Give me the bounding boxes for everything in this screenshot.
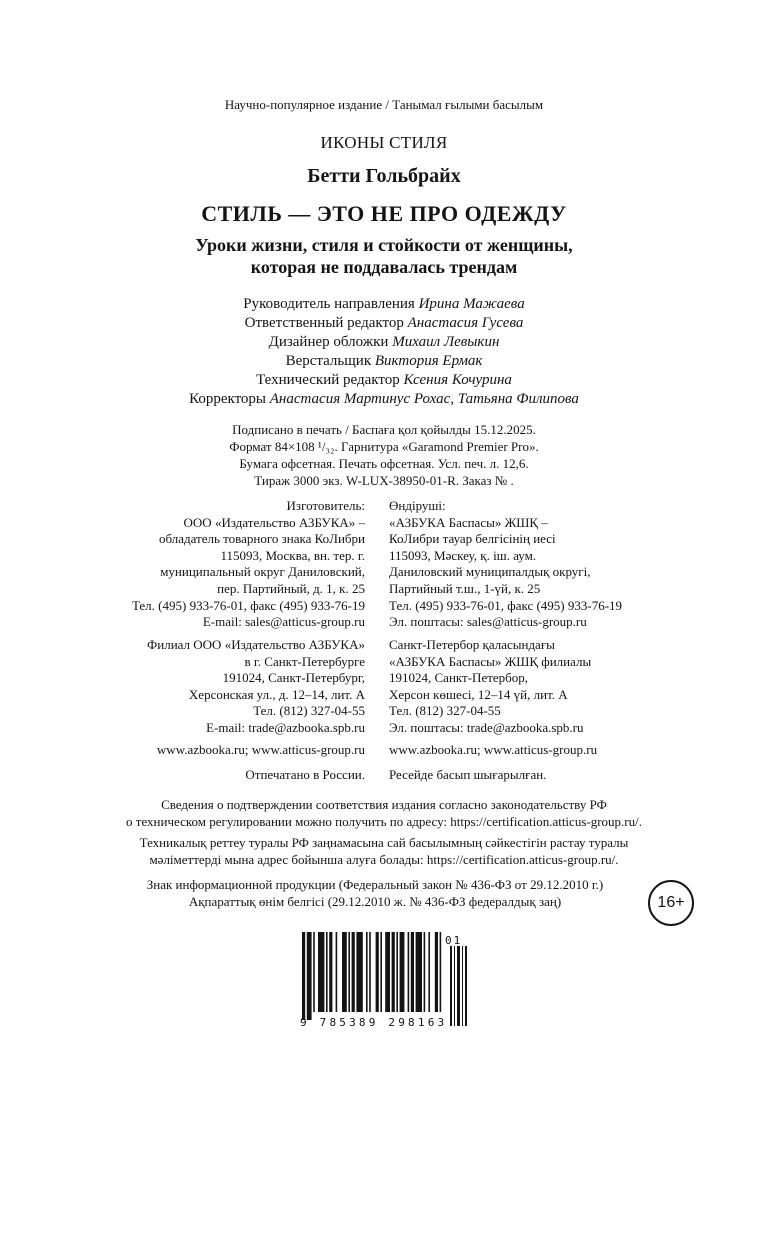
certification-kz [0,834,768,868]
address-line: Тел. (812) 327-04-55 [389,703,501,719]
address-line: Херсонская ул., д. 12–14, лит. А [188,686,365,702]
info-mark [0,876,750,910]
info-mark-ru: Знак информационной продукции (Федеральный закон № 436-ФЗ от 29.12.2010 г.) [146,877,604,892]
cert-line: Техникалық реттеу туралы РФ заңнамасына сай басылымның сәйкестігін растау туралы [139,835,629,850]
print-info [0,421,768,489]
cert-line: мәліметтерді мына адрес бойынша алуға болады: https://certification.atticus-group.ru/. [149,852,619,867]
websites-ru: www.azbooka.ru; www.atticus-group.ru [156,742,365,757]
email-line: E-mail: sales@atticus-group.ru [202,614,365,630]
address-line: 191024, Санкт-Петербург, [222,670,365,686]
credit-line: Технический редактор Ксения Кочурина [256,372,512,388]
address-line: в г. Санкт-Петербурге [244,653,365,669]
address-line: Тел. (812) 327-04-55 [253,703,365,719]
address-line: Филиал ООО «Издательство АЗБУКА» [146,637,365,652]
address-line: муниципальный округ Даниловский, [160,564,365,580]
credits-block [0,295,768,409]
address-line: Херсон көшесі, 12–14 үй, лит. А [389,686,568,702]
credit-line: Дизайнер обложки Михаил Левыкин [268,334,500,350]
certification-ru [0,796,768,830]
address-line: «АЗБУКА Баспасы» ЖШҚ филиалы [389,653,592,669]
address-line: 115093, Москва, вн. тер. г. [220,547,365,563]
barcode-addon: 01 [445,934,463,947]
print-line: Подписано в печать / Баспаға қол қойылды 15.12.2025. [232,422,536,437]
address-line: Тел. (495) 933-76-01, факс (495) 933-76-19 [389,597,623,613]
age-rating-badge: 16+ [648,880,694,926]
email-line: Эл. поштасы: trade@azbooka.spb.ru [389,719,584,735]
manufacturer-ru [0,498,365,631]
address-line: КоЛибри тауар белгісінің иесі [389,531,556,547]
address-line: Санкт-Петербор қаласындағы [389,637,555,652]
email-line: E-mail: trade@azbooka.spb.ru [206,719,365,735]
credit-line: Верстальщик Виктория Ермак [285,353,483,369]
address-line: пер. Партийный, д. 1, к. 25 [217,580,365,596]
branch-ru [0,637,365,737]
address-line: обладатель товарного знака КоЛибри [158,531,365,547]
manufacturer-kz-heading: Өндіруші: [389,498,446,513]
manufacturer-ru-heading: Изготовитель: [286,498,365,513]
print-line: Формат 84×108 ¹/₃₂. Гарнитура «Garamond Premier Pro». [229,439,539,454]
manufacturer-kz [389,498,719,631]
subtitle-line-1: Уроки жизни, стиля и стойкости от женщины, [195,235,573,255]
cert-line: Сведения о подтверждении соответствия издания согласно законодательству РФ [161,797,607,812]
branch-kz [389,637,719,737]
book-subtitle [0,234,768,278]
printed-in-ru: Отпечатано в России. [245,767,365,782]
info-mark-kz: Ақпараттық өнім белгісі (29.12.2010 ж. № 436-ФЗ федералдық заң) [188,894,562,909]
author-name: Бетти Гольбрайх [307,165,461,187]
address-line: Тел. (495) 933-76-01, факс (495) 933-76-19 [131,597,365,613]
address-line: 115093, Мәскеу, қ. іш. аум. [389,547,537,563]
credit-line: Ответственный редактор Анастасия Гусева [244,315,524,331]
print-line: Тираж 3000 экз. W-LUX-38950-01-R. Заказ № . [254,473,514,488]
print-line: Бумага офсетная. Печать офсетная. Усл. печ. л. 12,6. [239,456,529,471]
credit-line: Руководитель направления Ирина Мажаева [243,296,525,312]
subtitle-line-2: которая не поддавалась трендам [250,257,518,277]
address-line: 191024, Санкт-Петербор, [389,670,529,686]
barcode-digits: 9 785389 298163 [300,1016,448,1029]
websites-kz: www.azbooka.ru; www.atticus-group.ru [389,742,598,757]
address-line: ООО «Издательство АЗБУКА» – [183,514,365,530]
email-line: Эл. поштасы: sales@atticus-group.ru [389,614,587,630]
edition-type: Научно-популярное издание / Танымал ғылыми басылым [224,97,544,112]
series-name: ИКОНЫ СТИЛЯ [320,133,448,152]
address-line: «АЗБУКА Баспасы» ЖШҚ – [389,514,548,530]
cert-line: о техническом регулировании можно получить по адресу: https://certification.atticus-group.ru/. [126,814,642,829]
address-line: Даниловский муниципалдық округі, [389,564,591,580]
address-line: Партийный т.ш., 1-үй, к. 25 [389,580,541,596]
credit-line: Корректоры Анастасия Мартинус Рохас, Татьяна Филипова [189,391,579,407]
printed-in-kz: Ресейде басып шығарылған. [389,767,547,782]
book-title: СТИЛЬ — ЭТО НЕ ПРО ОДЕЖДУ [201,201,567,226]
